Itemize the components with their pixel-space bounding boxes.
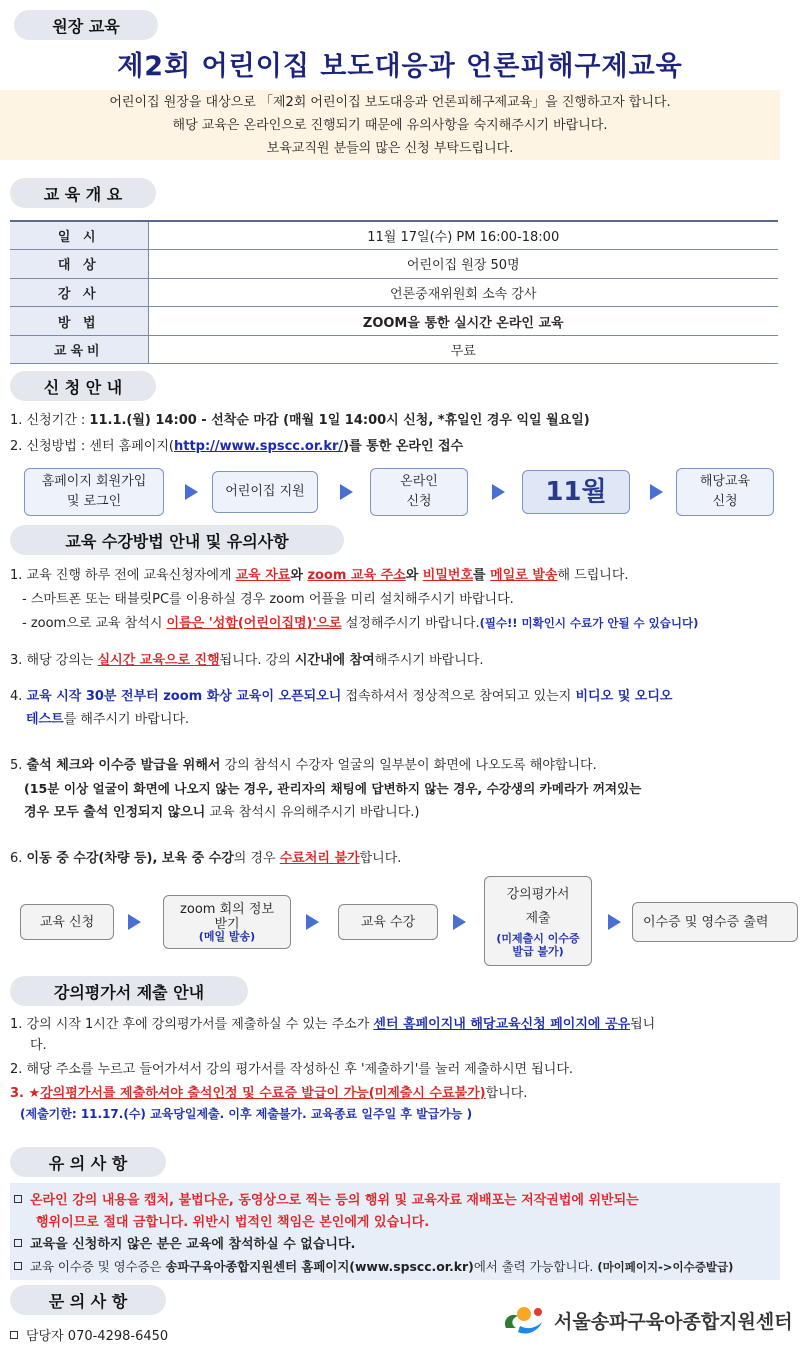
table-row: 방 법 ZOOM을 통한 실시간 온라인 교육: [10, 307, 778, 336]
section-heading-apply: 신 청 안 내: [10, 371, 156, 401]
flow-step-daycare-support: 어린이집 지원: [212, 471, 318, 513]
contact-item: 담당자 070-4298-6450: [10, 1325, 168, 1344]
flow-step-attend: 교육 수강: [338, 904, 438, 940]
section-heading-contact: 문 의 사 항: [10, 1285, 166, 1315]
flow-step-signup: 홈페이지 회원가입 및 로그인: [24, 468, 164, 516]
method-item-1-sub2: - zoom으로 교육 참석시 이름은 '성함(어린이집명)'으로 설정해주시기 바랍니다.(필수!! 미확인시 수료가 안될 수 있습니다): [22, 616, 699, 631]
section-heading-method: 교육 수강방법 안내 및 유의사항: [10, 525, 344, 555]
arrow-right-icon: [340, 484, 353, 500]
method-item-3: 3. 해당 강의는 실시간 교육으로 진행됩니다. 강의 시간내에 참여해주시기 바랍니다.: [10, 653, 484, 668]
center-logo: 서울송파구육아종합지원센터: [500, 1302, 793, 1338]
square-bullet-icon: [14, 1239, 22, 1247]
homepage-link[interactable]: http://www.spscc.or.kr/: [173, 439, 344, 454]
eval-item-3: 3. ★강의평가서를 제출하셔야 출석인정 및 수료증 발급이 가능(미제출시 수료불가)합니다.: [10, 1086, 528, 1101]
section-badge-director: 원장 교육: [14, 10, 158, 40]
flow-step-november: 11월: [522, 470, 630, 514]
intro-box: [0, 90, 780, 160]
spscc-logo-icon: [500, 1302, 550, 1338]
arrow-right-icon: [453, 914, 466, 930]
caution-item-3: 교육 이수증 및 영수증은 송파구육아종합지원센터 홈페이지(www.spscc.or.kr)에서 출력 가능합니다. (마이페이지->이수증발급): [14, 1257, 733, 1275]
flow-step-course-apply: 해당교육 신청: [676, 468, 774, 516]
table-row: 일 시 11월 17일(수) PM 16:00-18:00: [10, 221, 778, 250]
table-row: 대 상 어린이집 원장 50명: [10, 250, 778, 279]
method-item-4: 4. 교육 시작 30분 전부터 zoom 화상 교육이 오픈되오니 접속하셔서 정상적으로 참여되고 있는지 비디오 및 오디오: [10, 689, 673, 704]
arrow-right-icon: [650, 484, 663, 500]
method-item-4-cont: 테스트를 해주시기 바랍니다.: [26, 712, 190, 727]
flow-step-zoom-info: zoom 회의 정보 받기 (메일 발송): [163, 895, 291, 949]
eval-deadline-note: (제출기한: 11.17.(수) 교육당일제출. 이후 제출불가. 교육종료 일주일 후 발급가능 ): [20, 1107, 473, 1121]
table-row: 교육비 무료: [10, 335, 778, 364]
arrow-right-icon: [306, 914, 319, 930]
flow-step-certificate: 이수증 및 영수증 출력: [632, 902, 798, 942]
apply-period-line: 1. 신청기간 : 11.1.(월) 14:00 - 선착순 마감 (매월 1일 14:00시 신청, *휴일인 경우 익일 월요일): [10, 413, 590, 428]
section-heading-evaluation: 강의평가서 제출 안내: [10, 976, 248, 1006]
arrow-right-icon: [492, 484, 505, 500]
square-bullet-icon: [14, 1195, 22, 1203]
arrow-right-icon: [185, 484, 198, 500]
section-heading-overview: 교 육 개 요: [10, 178, 156, 208]
method-item-1: 1. 교육 진행 하루 전에 교육신청자에게 교육 자료와 zoom 교육 주소와 비밀번호를 메일로 발송해 드립니다.: [10, 568, 629, 583]
method-item-5: 5. 출석 체크와 이수증 발급을 위해서 강의 참석시 수강자 얼굴의 일부분이 화면에 나오도록 해야합니다.: [10, 758, 597, 773]
method-item-1-sub1: - 스마트폰 또는 태블릿PC를 이용하실 경우 zoom 어플을 미리 설치해주시기 바랍니다.: [22, 592, 514, 607]
intro-line: 해당 교육은 온라인으로 진행되기 때문에 유의사항을 숙지해주시기 바랍니다.: [172, 118, 608, 133]
caution-item-1: 온라인 강의 내용을 캡처, 불법다운, 동영상으로 찍는 등의 행위 및 교육자료 재배포는 저작권법에 위반되는: [14, 1189, 639, 1208]
arrow-right-icon: [608, 914, 621, 930]
square-bullet-icon: [10, 1331, 18, 1339]
arrow-right-icon: [128, 914, 141, 930]
flow-step-evaluation: 강의평가서 제출 (미제출시 이수증 발급 불가): [484, 876, 592, 966]
section-heading-caution: 유 의 사 항: [10, 1147, 166, 1177]
square-bullet-icon: [14, 1262, 22, 1270]
method-item-5-note: (15분 이상 얼굴이 화면에 나오지 않는 경우, 관리자의 채팅에 답변하지 않는 경우, 수강생의 카메라가 꺼져있는: [24, 781, 642, 796]
page-title: 제2회 어린이집 보도대응과 언론피해구제교육: [117, 51, 683, 82]
caution-item-2: 교육을 신청하지 않은 분은 교육에 참석하실 수 없습니다.: [14, 1233, 355, 1252]
flow-step-course-apply-2: 교육 신청: [20, 904, 114, 940]
apply-method-line: 2. 신청방법 : 센터 홈페이지(http://www.spscc.or.kr/)를 통한 온라인 접수: [10, 439, 464, 454]
intro-line: 어린이집 원장을 대상으로 「제2회 어린이집 보도대응과 언론피해구제교육」을 진행하고자 합니다.: [109, 95, 671, 110]
eval-item-1: 1. 강의 시작 1시간 후에 강의평가서를 제출하실 수 있는 주소가 센터 홈페이지내 해당교육신청 페이지에 공유됩니: [10, 1017, 656, 1032]
method-item-5-note-cont: 경우 모두 출석 인정되지 않으니 교육 참석시 유의해주시기 바랍니다.): [24, 805, 420, 820]
method-item-6: 6. 이동 중 수강(차량 등), 보육 중 수강의 경우 수료처리 불가합니다.: [10, 851, 402, 866]
caution-item-1-cont: 행위이므로 절대 금합니다. 위반시 법적인 책임은 본인에게 있습니다.: [36, 1215, 430, 1230]
overview-table: [10, 220, 778, 364]
eval-item-1-cont: 다.: [30, 1038, 47, 1053]
table-row: 강 사 언론중재위원회 소속 강사: [10, 278, 778, 307]
flow-step-online-apply: 온라인 신청: [370, 468, 468, 516]
intro-line: 보육교직원 분들의 많은 신청 부탁드립니다.: [266, 141, 514, 156]
eval-item-2: 2. 해당 주소를 누르고 들어가셔서 강의 평가서를 작성하신 후 '제출하기'를 눌러 제출하시면 됩니다.: [10, 1062, 574, 1077]
